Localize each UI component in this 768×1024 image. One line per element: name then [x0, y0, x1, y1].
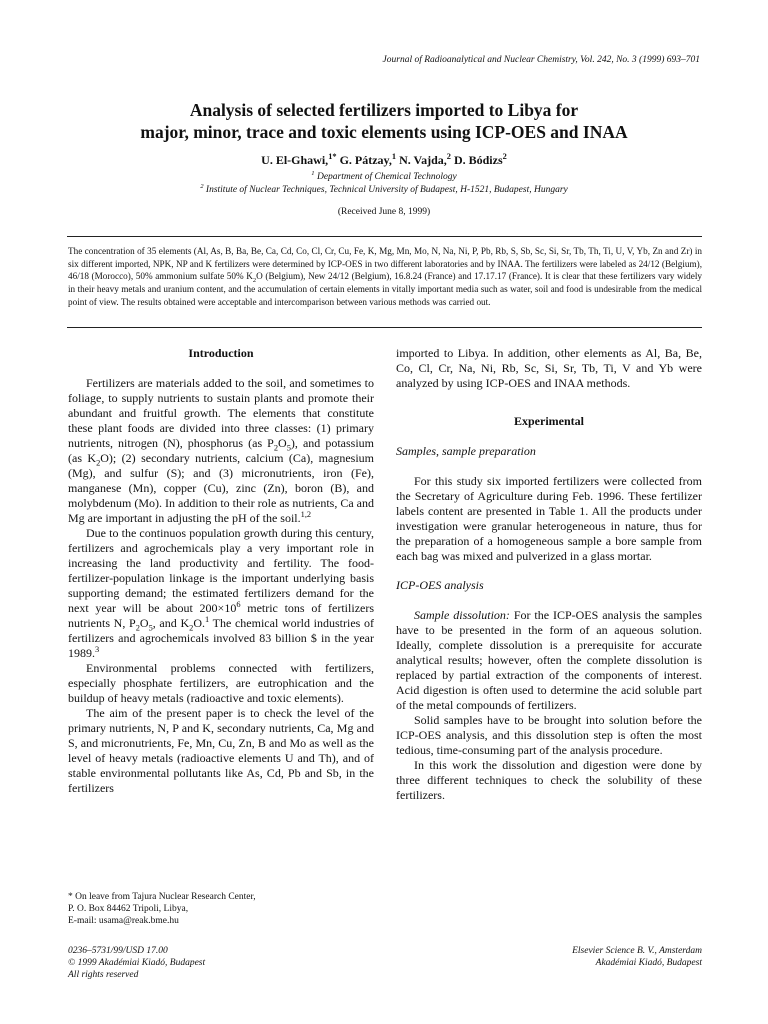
- received-date: (Received June 8, 1999): [337, 207, 431, 217]
- affiliation-1: [0, 169, 768, 182]
- abstract-subscript: 2: [252, 277, 257, 285]
- abstract: [68, 245, 702, 309]
- publisher-line-2: Akadémiai Kiadó, Budapest: [595, 958, 702, 968]
- affiliation-2-mark: 2: [200, 182, 204, 190]
- paper-title: [0, 99, 768, 143]
- experimental-heading: Experimental: [514, 414, 584, 428]
- publisher-block: [572, 945, 702, 969]
- copyright-block: [68, 945, 205, 981]
- author-4: D. Bódizs: [450, 153, 503, 167]
- abstract-part-1: The concentration of 35 elements (Al, As, B, Ba, Be, Ca, Cd, Co, Cl, Cr, Cu, Fe, K, Mg, Mn, Mo, N, Na, Ni, P, Pb, Rb, S, Sb, Sc, Si, Sr, Tb, Th, Ti, U, V, Yb, Zn and Zr) in six different imported, NPK, NP and K fertilizers were determined by ICP-OES in two different laboratories and by INAA. The fertilizers were labeled as 24/12 (Belgium), 46/18 (Morocco), 50% ammonium sulfate 50% K: [68, 246, 702, 282]
- affiliation-1-text: Department of Chemical Technology: [314, 172, 457, 182]
- author-list: [0, 153, 768, 168]
- author-3-mark: 2: [446, 152, 451, 161]
- left-column: [68, 346, 374, 796]
- affiliation-2-text: Institute of Nuclear Techniques, Technical University of Budapest, H-1521, Budapest, Hungary: [203, 185, 568, 195]
- samples-paragraph: For this study six imported fertilizers were collected from the Secretary of Agriculture during Feb. 1996. These fertilizer labels content are presented in Table 1. All the products under investigation were granular heterogeneous in nature, thus for the preparation of a homogeneous sample a bore sample from each bag was mixed and pulverized in a glass mortar.: [396, 474, 702, 563]
- title-line-2: major, minor, trace and toxic elements using ICP-OES and INAA: [140, 122, 628, 142]
- icp-oes-subheading: ICP-OES analysis: [396, 578, 484, 592]
- abstract-top-rule: [67, 236, 702, 237]
- issn-line: 0236–5731/99/USD 17.00: [68, 946, 168, 956]
- affiliation-2: [0, 182, 768, 195]
- dissolution-paragraph: Sample dissolution: For the ICP-OES analysis the samples have to be presented in the form of an aqueous solution. Ideally, complete dissolution is a prerequisite for accurate analytical results; however, often the complete dissolution is replaced by partial extraction of the components of interest. Acid digestion is often used to determine the acid soluble part of the metal compounds of fertilizers.: [396, 608, 702, 712]
- intro-paragraph-1: Fertilizers are materials added to the soil, and sometimes to foliage, to supply nutrients to sustain plants and promote their abundant and fruitful growth. The elements that constitute these plant foods are divided into three classes: (1) primary nutrients, nitrogen (N), phosphorus (as $P_2O_5$), and potassium (as $K_2O$); (2) secondary nutrients, calcium (Ca), magnesium (Mg), and sulfur (S); and (3) micronutrients, iron (Fe), manganese (Mn), copper (Cu), zinc (Zn), boron (B), and molybdenum (Mo). In addition to their role as nutrients, Ca and Mg are important in adjusting the pH of the soil.$^{1,2}$: [68, 376, 374, 525]
- author-1: U. El-Ghawi,: [261, 153, 329, 167]
- author-2-mark: 1: [391, 152, 397, 161]
- title-line-1: Analysis of selected fertilizers imported to Libya for: [189, 100, 579, 120]
- author-2: G. Pátzay,: [336, 153, 392, 167]
- publisher-line-1: Elsevier Science B. V., Amsterdam: [572, 946, 702, 956]
- techniques-paragraph: In this work the dissolution and digestion were done by three different techniques to check the solubility of these fertilizers.: [396, 758, 702, 802]
- copyright-line: © 1999 Akadémiai Kiadó, Budapest: [68, 958, 206, 968]
- samples-subheading: Samples, sample preparation: [396, 444, 536, 458]
- author-1-mark: 1*: [328, 152, 337, 161]
- abstract-bottom-rule: [67, 327, 702, 328]
- intro-paragraph-3: Environmental problems connected with fertilizers, especially phosphate fertilizers, are eutrophication and the buildup of heavy metals (radioactive and toxic elements).: [68, 661, 374, 705]
- abstract-part-2: O (Belgium), New 24/12 (Belgium), 16.8.24 (France) and 17.17.17 (France). It is clear that these fertilizers vary widely in their heavy metals and uranium content, and the accumulation of certain elements in vitally important media such as water, soil and food is undesirable from the medical point of view. The results obtained were acceptable and intercomparison between various methods was carried out.: [68, 271, 703, 307]
- footnote-email: E-mail: usama@reak.bme.hu: [68, 916, 179, 926]
- right-paragraph-1: imported to Libya. In addition, other elements as Al, Ba, Be, Co, Cl, Cr, Na, Ni, Rb, Sc, Si, Sr, Tb, Ti, V and Yb were analyzed by using ICP-OES and INAA methods.: [396, 346, 702, 390]
- dissolution-label: Sample dissolution:: [414, 608, 510, 622]
- intro-paragraph-2: Due to the continuos population growth during this century, fertilizers and agrochemicals play a very important role in increasing the land productivity and fertility. The food-fertilizer-population linkage is the important underlying basis supporting demand; the estimated fertilizers demand for the next year will be about $200\times 10^6$ metric tons of fertilizers nutrients N, $P_2O_5$, and $K_2O.^1$ The chemical world industries of fertilizers and agrochemicals involved 83 billion $ in the year 1989.$^3$: [68, 526, 375, 660]
- author-4-mark: 2: [502, 152, 507, 161]
- journal-citation: Journal of Radioanalytical and Nuclear Chemistry, Vol. 242, No. 3 (1999) 693–701: [382, 55, 700, 65]
- footnote-line-1: * On leave from Tajura Nuclear Research Center,: [68, 892, 256, 902]
- author-footnote: [68, 891, 256, 927]
- rights-line: All rights reserved: [68, 970, 139, 980]
- footnote-line-2: P. O. Box 84462 Tripoli, Libya,: [68, 904, 189, 914]
- affiliation-1-mark: 1: [311, 169, 315, 177]
- introduction-heading: Introduction: [188, 346, 254, 360]
- solid-samples-paragraph: Solid samples have to be brought into solution before the ICP-OES analysis, and this dissolution step is often the most tedious, time-consuming part of the analysis procedure.: [396, 713, 702, 757]
- right-column: [396, 346, 702, 803]
- author-3: N. Vajda,: [396, 153, 447, 167]
- intro-paragraph-4: The aim of the present paper is to check the level of the primary nutrients, N, P and K, secondary nutrients, Ca, Mg and S, and micronutrients, Fe, Mn, Cu, Zn, B and Mo as well as the level of heavy metals (radioactive elements U and Th), and of stable environmental pollutants like As, Cd, Pb and Sb, in the fertilizers: [68, 706, 374, 795]
